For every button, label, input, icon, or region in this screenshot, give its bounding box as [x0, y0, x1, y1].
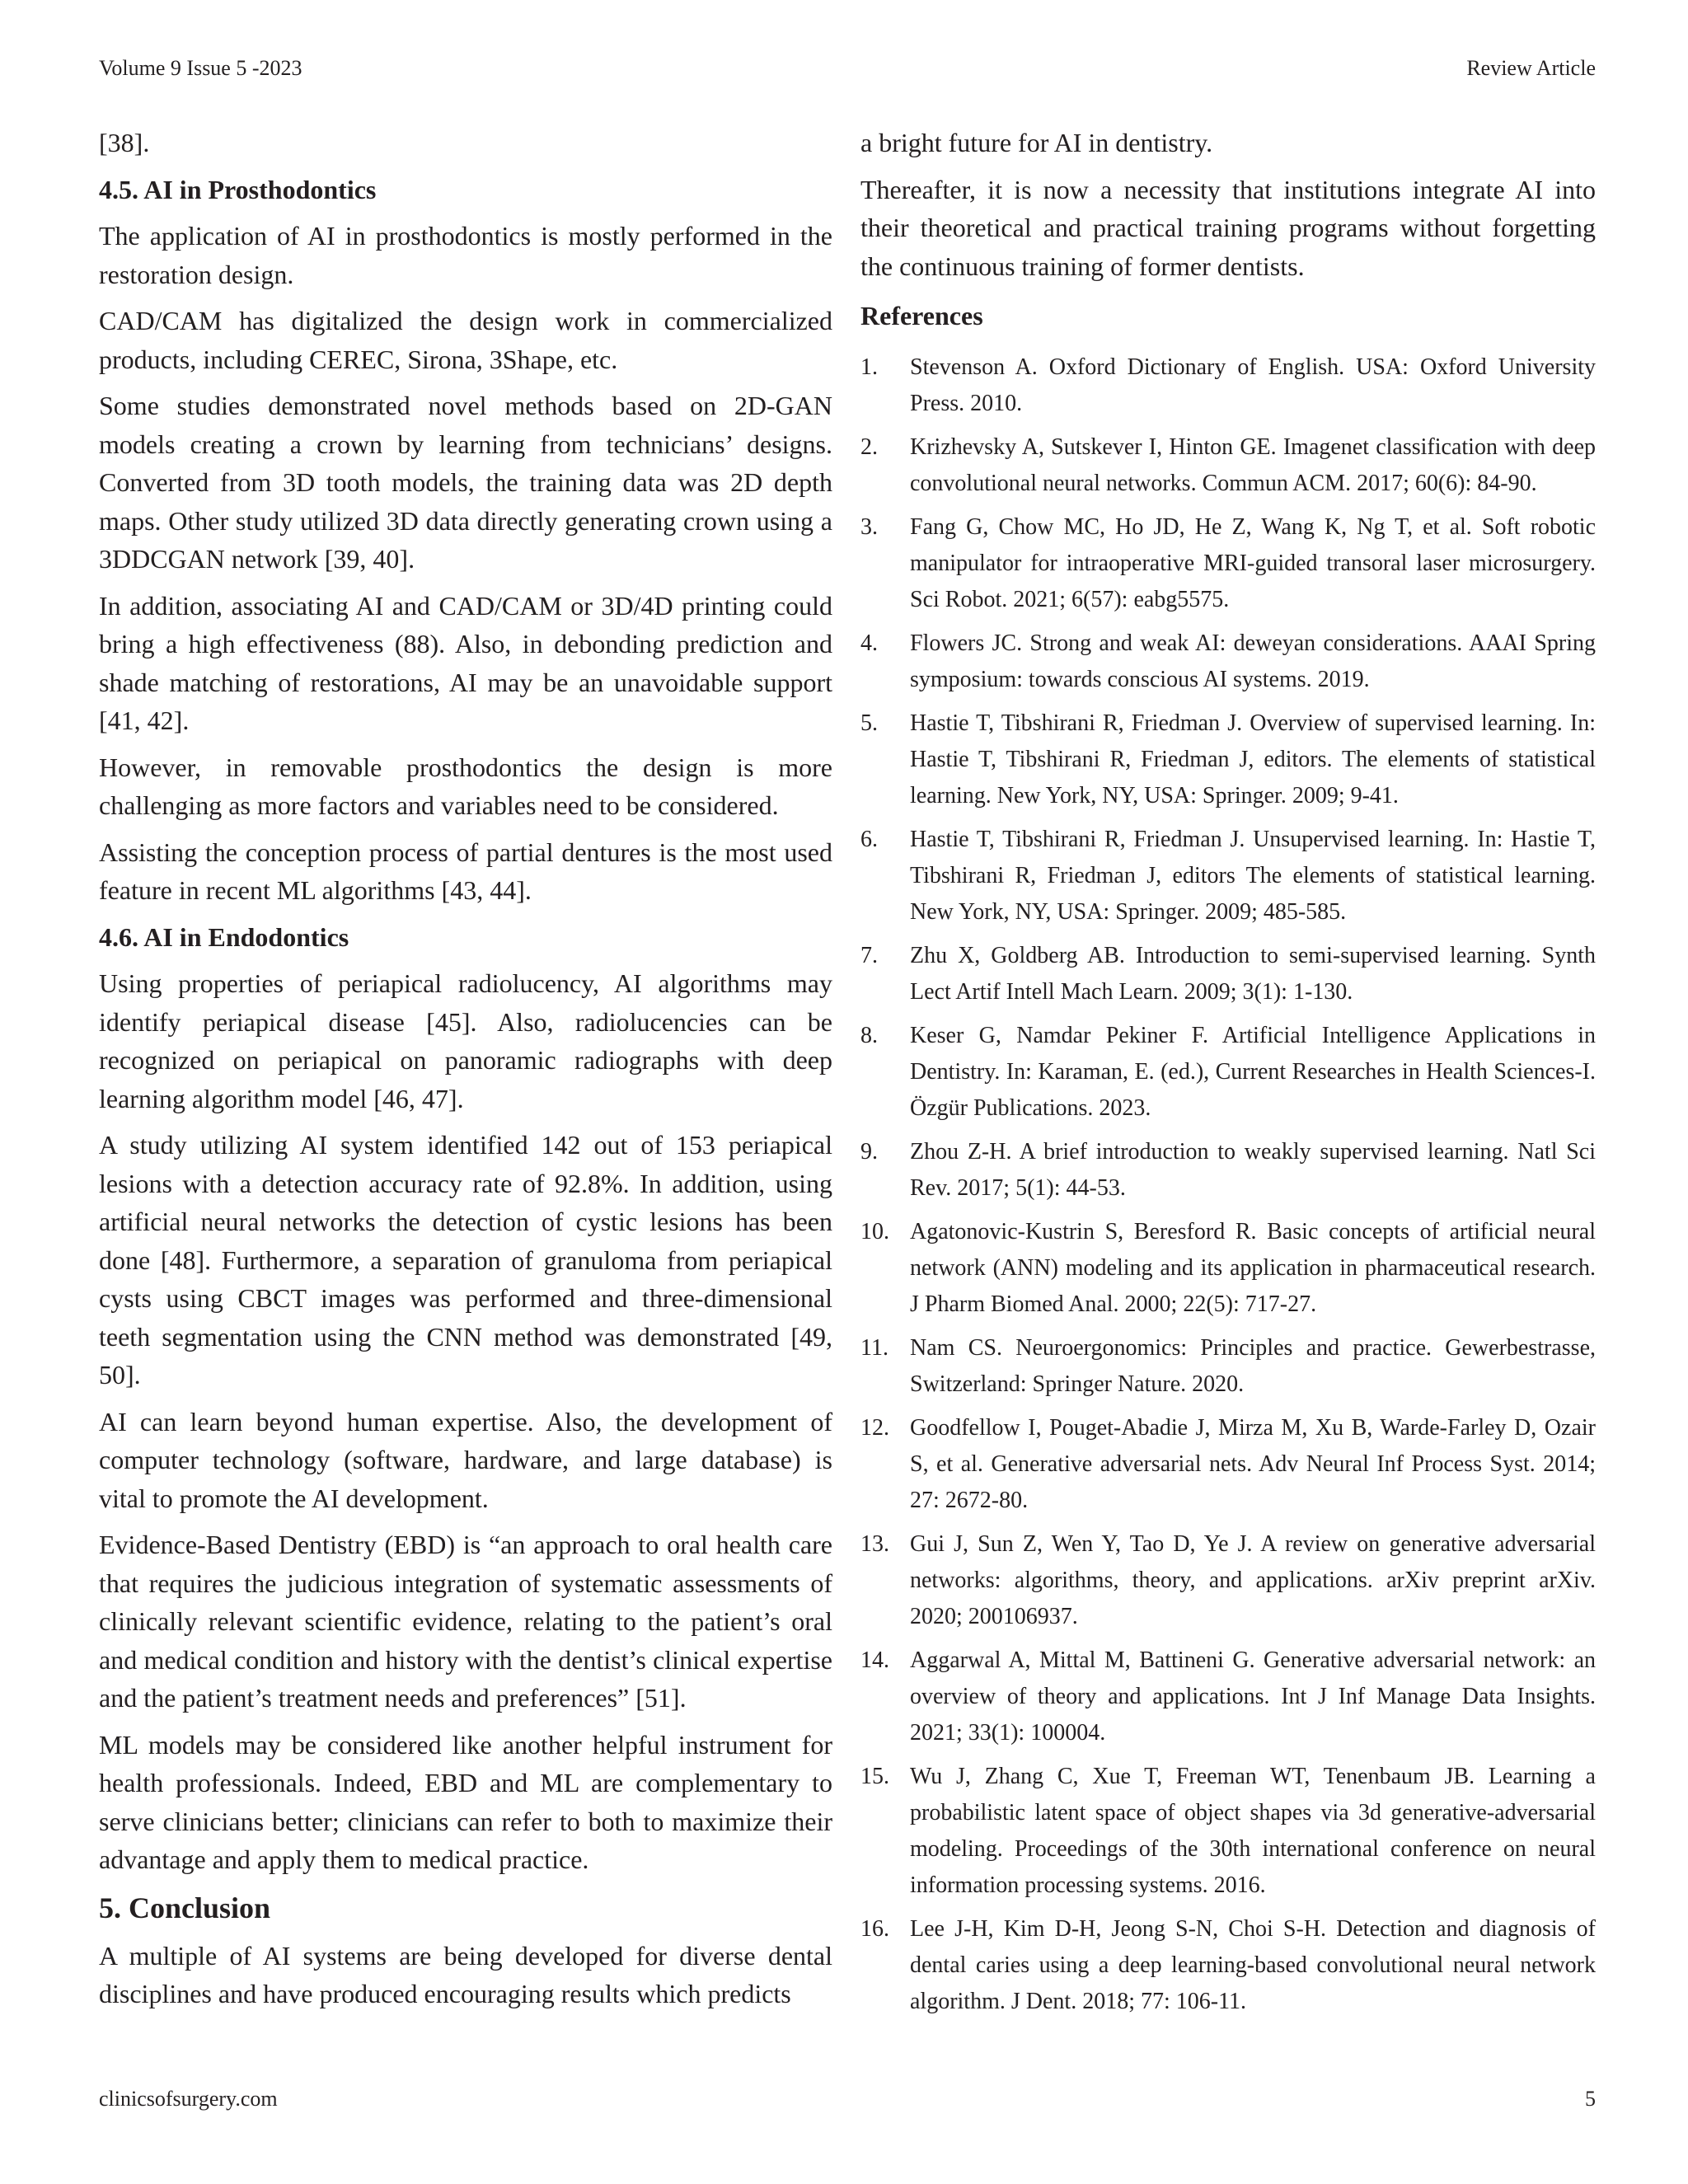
- reference-text: Gui J, Sun Z, Wen Y, Tao D, Ye J. A review on generative adversarial networks: algorithms, theory, and applications. arXiv preprint arXiv. 2020; 200106937.: [910, 1531, 1596, 1629]
- reference-item: [860, 1214, 1596, 1323]
- paragraph: Using properties of periapical radiolucency, AI algorithms may identify periapical disease [45]. Also, radiolucencies can be recognized on periapical on panoramic radiographs with deep learning algorithm model [46, 47].: [99, 968, 832, 1113]
- reference-text: Fang G, Chow MC, Ho JD, He Z, Wang K, Ng T, et al. Soft robotic manipulator for intraoperative MRI-guided transoral laser microsurgery. Sci Robot. 2021; 6(57): eabg5575.: [910, 514, 1596, 612]
- reference-text: Wu J, Zhang C, Xue T, Freeman WT, Tenenbaum JB. Learning a probabilistic latent space of object shapes via 3d generative-adversarial modeling. Proceedings of the 30th international conference on neural information processing systems. 2016.: [910, 1764, 1596, 1898]
- reference-text: Stevenson A. Oxford Dictionary of English. USA: Oxford University Press. 2010.: [910, 354, 1596, 416]
- section-heading-conclusion: 5. Conclusion: [99, 1891, 271, 1924]
- reference-number: 4.: [860, 630, 878, 656]
- reference-number: 9.: [860, 1139, 878, 1165]
- paragraph: Assisting the conception process of partial dentures is the most used feature in recent ML algorithms [43, 44].: [99, 837, 832, 905]
- paragraph: Thereafter, it is now a necessity that institutions integrate AI into their theoretical and practical training programs without forgetting the continuous training of former dentists.: [860, 174, 1596, 281]
- reference-number: 12.: [860, 1415, 889, 1441]
- reference-item: [860, 429, 1596, 502]
- reference-text: Lee J-H, Kim D-H, Jeong S-N, Choi S-H. Detection and diagnosis of dental caries using a deep learning-based convolutional neural network algorithm. J Dent. 2018; 77: 106-11.: [910, 1916, 1596, 2014]
- right-column: [860, 124, 1596, 2027]
- reference-number: 1.: [860, 354, 878, 380]
- paragraph: ML models may be considered like another helpful instrument for health professionals. Indeed, EBD and ML are complementary to serve clinicians better; clinicians can refer to both to maximize their advantage and apply them to medical practice.: [99, 1729, 832, 1874]
- left-column: [99, 124, 832, 2022]
- reference-number: 16.: [860, 1916, 889, 1942]
- reference-text: Agatonovic-Kustrin S, Beresford R. Basic concepts of artificial neural network (ANN) modeling and its application in pharmaceutical research. J Pharm Biomed Anal. 2000; 22(5): 717-27.: [910, 1219, 1596, 1317]
- reference-text: Zhu X, Goldberg AB. Introduction to semi-supervised learning. Synth Lect Artif Intell Mach Learn. 2009; 3(1): 1-130.: [910, 943, 1596, 1005]
- paragraph: However, in removable prosthodontics the design is more challenging as more factors and variables need to be considered.: [99, 752, 832, 820]
- reference-text: Keser G, Namdar Pekiner F. Artificial Intelligence Applications in Dentistry. In: Karaman, E. (ed.), Current Researches in Health Sciences-I. Özgür Publications. 2023.: [910, 1023, 1596, 1121]
- reference-list: [860, 349, 1596, 2020]
- reference-number: 7.: [860, 943, 878, 968]
- reference-item: [860, 1134, 1596, 1207]
- reference-item: [860, 938, 1596, 1010]
- reference-number: 11.: [860, 1335, 889, 1361]
- paragraph: Evidence-Based Dentistry (EBD) is “an approach to oral health care that requires the judicious integration of systematic assessments of clinically relevant scientific evidence, relating to the patient’s oral and medical condition and history with the dentist’s clinical expertise and the patient’s treatment needs and preferences” [51].: [99, 1530, 832, 1713]
- paragraph: In addition, associating AI and CAD/CAM or 3D/4D printing could bring a high effectiveness (88). Also, in debonding prediction and shade matching of restorations, AI may be an unavoidable support [41, 42].: [99, 590, 832, 735]
- reference-number: 6.: [860, 827, 878, 852]
- reference-number: 10.: [860, 1219, 889, 1244]
- references-heading: References: [860, 301, 983, 330]
- reference-number: 5.: [860, 710, 878, 736]
- reference-number: 2.: [860, 434, 878, 460]
- section-heading-prosthodontics: 4.5. AI in Prosthodontics: [99, 174, 377, 204]
- reference-item: [860, 1410, 1596, 1519]
- paragraph: A study utilizing AI system identified 142 out of 153 periapical lesions with a detection accuracy rate of 92.8%. In addition, using artificial neural networks the detection of cystic lesions has been done [48]. Furthermore, a separation of granuloma from periapical cysts using CBCT images was performed and three-dimensional teeth segmentation using the CNN method was demonstrated [49, 50].: [99, 1130, 832, 1390]
- reference-text: Hastie T, Tibshirani R, Friedman J. Overview of supervised learning. In: Hastie T, Tibshirani R, Friedman J, editors. The elements of statistical learning. New York, NY, USA: Springer. 2009; 9-41.: [910, 710, 1596, 808]
- reference-item: [860, 509, 1596, 618]
- reference-number: 15.: [860, 1764, 889, 1789]
- paragraph: A multiple of AI systems are being developed for diverse dental disciplines and have produced encouraging results which predicts: [99, 1940, 832, 2008]
- reference-number: 8.: [860, 1023, 878, 1048]
- reference-item: [860, 1330, 1596, 1403]
- reference-item: [860, 705, 1596, 814]
- reference-item: [860, 822, 1596, 930]
- reference-text: Zhou Z-H. A brief introduction to weakly supervised learning. Natl Sci Rev. 2017; 5(1): 44-53.: [910, 1139, 1596, 1201]
- reference-text: Aggarwal A, Mittal M, Battineni G. Generative adversarial network: an overview of theory and applications. Int J Inf Manage Data Insights. 2021; 33(1): 100004.: [910, 1647, 1596, 1746]
- reference-item: [860, 1643, 1596, 1751]
- footer-website: clinicsofsurgery.com: [99, 2087, 278, 2111]
- running-header-article-type: Review Article: [1466, 56, 1596, 80]
- reference-text: Hastie T, Tibshirani R, Friedman J. Unsupervised learning. In: Hastie T, Tibshirani R, Friedman J, editors The elements of statistical learning. New York, NY, USA: Springer. 2009; 485-585.: [910, 827, 1596, 925]
- reference-item: [860, 1018, 1596, 1127]
- page-number: 5: [1585, 2087, 1596, 2111]
- reference-item: [860, 1526, 1596, 1635]
- paragraph: Some studies demonstrated novel methods based on 2D-GAN models creating a crown by learning from technicians’ designs. Converted from 3D tooth models, the training data was 2D depth maps. Other study utilized 3D data directly generating crown using a 3DDCGAN network [39, 40].: [99, 391, 832, 574]
- reference-item: [860, 1911, 1596, 2020]
- reference-text: Flowers JC. Strong and weak AI: deweyan considerations. AAAI Spring symposium: towards conscious AI systems. 2019.: [910, 630, 1596, 692]
- section-heading-endodontics: 4.6. AI in Endodontics: [99, 921, 349, 952]
- reference-text: Goodfellow I, Pouget-Abadie J, Mirza M, Xu B, Warde-Farley D, Ozair S, et al. Generative adversarial nets. Adv Neural Inf Process Syst. 2014; 27: 2672-80.: [910, 1415, 1596, 1513]
- reference-number: 14.: [860, 1647, 889, 1673]
- reference-number: 3.: [860, 514, 878, 540]
- reference-text: Nam CS. Neuroergonomics: Principles and practice. Gewerbestrasse, Switzerland: Springer Nature. 2020.: [910, 1335, 1596, 1397]
- running-header-volume: Volume 9 Issue 5 -2023: [99, 56, 302, 80]
- reference-item: [860, 1759, 1596, 1904]
- reference-text: Krizhevsky A, Sutskever I, Hinton GE. Imagenet classification with deep convolutional neural networks. Commun ACM. 2017; 60(6): 84-90.: [910, 434, 1596, 496]
- reference-item: [860, 626, 1596, 698]
- paragraph: CAD/CAM has digitalized the design work in commercialized products, including CEREC, Sirona, 3Shape, etc.: [99, 306, 832, 374]
- paragraph-continuation: [38].: [99, 128, 150, 157]
- paragraph: AI can learn beyond human expertise. Also, the development of computer technology (software, hardware, and large database) is vital to promote the AI development.: [99, 1406, 832, 1513]
- paragraph: The application of AI in prosthodontics is mostly performed in the restoration design.: [99, 221, 832, 289]
- reference-item: [860, 349, 1596, 422]
- paragraph-continuation: a bright future for AI in dentistry.: [860, 128, 1213, 157]
- reference-number: 13.: [860, 1531, 889, 1557]
